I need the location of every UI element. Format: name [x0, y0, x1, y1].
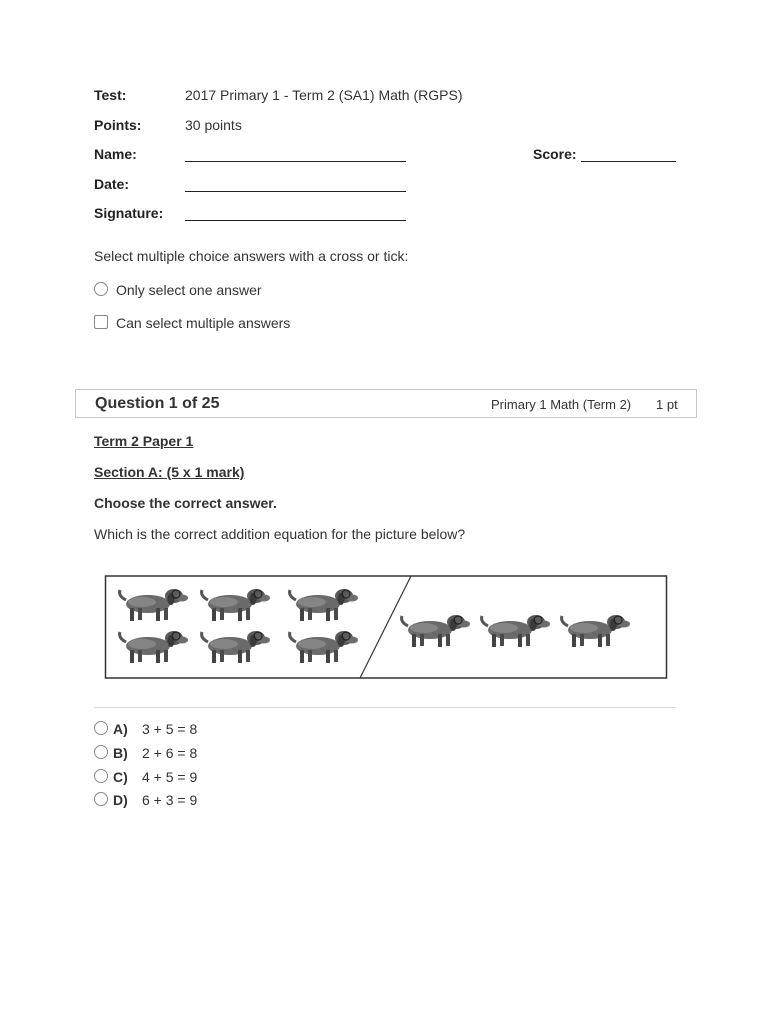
option-letter: B): [113, 745, 128, 761]
option-a[interactable]: [94, 720, 394, 740]
question-header: [75, 389, 697, 418]
instructions-text: Select multiple choice answers with a cross or tick:: [94, 248, 409, 264]
question-subject: Primary 1 Math (Term 2): [491, 397, 632, 412]
option-d[interactable]: [94, 791, 394, 811]
option-letter: A): [113, 721, 128, 737]
option-text: 3 + 5 = 8: [142, 721, 198, 737]
score-blank-line[interactable]: [581, 161, 676, 162]
radio-icon: [94, 282, 108, 296]
date-blank-line[interactable]: [185, 191, 406, 192]
test-label: Test:: [94, 87, 127, 103]
question-prompt: Which is the correct addition equation for the picture below?: [94, 526, 466, 542]
option-letter: C): [113, 769, 128, 785]
question-title: Question 1 of 25: [95, 395, 220, 412]
points-value: 30 points: [185, 116, 242, 133]
date-label: Date:: [94, 175, 130, 192]
option-text: 6 + 3 = 9: [142, 792, 198, 808]
option-a-radio[interactable]: [94, 721, 108, 735]
points-label: Points:: [94, 116, 142, 133]
option-b[interactable]: [94, 744, 394, 764]
option-d-radio[interactable]: [94, 792, 108, 806]
divider: [94, 707, 676, 708]
checkbox-icon: [94, 315, 108, 329]
signature-blank-line[interactable]: [185, 220, 406, 221]
name-blank-line[interactable]: [185, 161, 406, 162]
option-b-radio[interactable]: [94, 745, 108, 759]
option-c-radio[interactable]: [94, 769, 108, 783]
paper-heading: Term 2 Paper 1: [94, 433, 194, 449]
section-heading: Section A: (5 x 1 mark): [94, 464, 245, 480]
score-label: Score:: [533, 146, 577, 162]
points-row: [94, 115, 684, 145]
test-value: 2017 Primary 1 - Term 2 (SA1) Math (RGPS): [185, 87, 463, 103]
option-text: 2 + 6 = 8: [142, 745, 198, 761]
signature-label: Signature:: [94, 205, 164, 221]
option-text: 4 + 5 = 9: [142, 769, 198, 785]
legend-single-label: Only select one answer: [116, 282, 262, 298]
signature-row: [94, 203, 684, 233]
name-row: [94, 144, 684, 174]
option-c[interactable]: [94, 768, 394, 788]
legend-multiple-label: Can select multiple answers: [116, 315, 291, 331]
directive-text: Choose the correct answer.: [94, 495, 277, 511]
question-points: 1 pt: [656, 397, 678, 412]
test-row: [94, 85, 684, 115]
date-row: [94, 174, 684, 204]
dogs-picture: [104, 572, 668, 680]
name-label: Name:: [94, 146, 137, 162]
test-info: [94, 85, 684, 233]
option-letter: D): [113, 792, 128, 808]
